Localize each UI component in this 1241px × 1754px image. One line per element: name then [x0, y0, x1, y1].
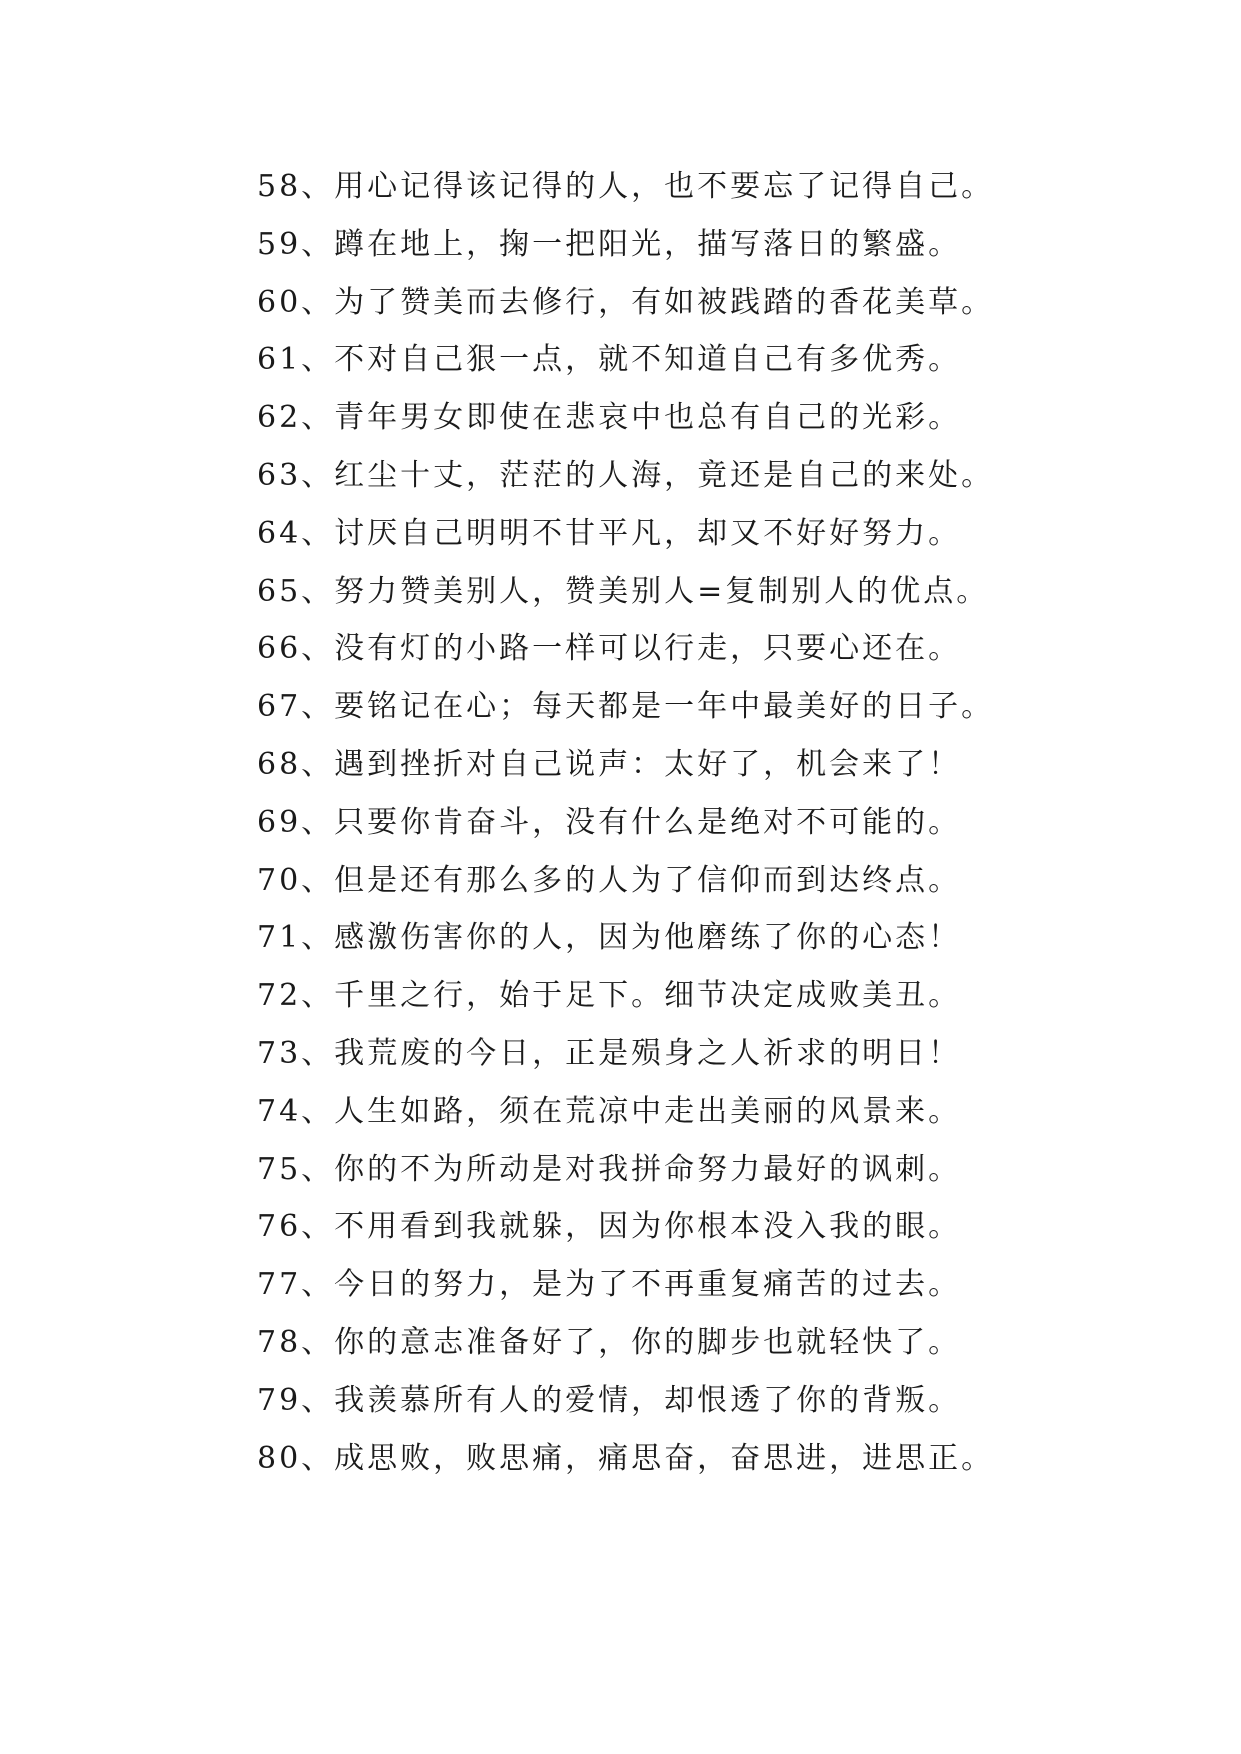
quote-line-79: 79、我羡慕所有人的爱情，却恨透了你的背叛。 [257, 1382, 962, 1418]
quote-list [257, 166, 1017, 1495]
quote-line-72: 72、千里之行，始于足下。细节决定成败美丑。 [257, 978, 962, 1014]
quote-line-70: 70、但是还有那么多的人为了信仰而到达终点。 [257, 862, 962, 898]
quote-line-62: 62、青年男女即使在悲哀中也总有自己的光彩。 [257, 400, 962, 436]
quote-line-66: 66、没有灯的小路一样可以行走，只要心还在。 [257, 631, 962, 667]
quote-line-67: 67、要铭记在心；每天都是一年中最美好的日子。 [257, 689, 995, 725]
quote-line-75: 75、你的不为所动是对我拼命努力最好的讽刺。 [257, 1151, 962, 1187]
quote-line-77: 77、今日的努力，是为了不再重复痛苦的过去。 [257, 1267, 962, 1303]
quote-line-74: 74、人生如路，须在荒凉中走出美丽的风景来。 [257, 1093, 962, 1129]
quote-line-80: 80、成思败，败思痛，痛思奋，奋思进，进思正。 [257, 1440, 995, 1476]
quote-line-76: 76、不用看到我就躲，因为你根本没入我的眼。 [257, 1209, 962, 1245]
quote-line-64: 64、讨厌自己明明不甘平凡，却又不好好努力。 [257, 515, 962, 551]
quote-line-65: 65、努力赞美别人，赞美别人=复制别人的优点。 [257, 573, 990, 609]
quote-line-58: 58、用心记得该记得的人，也不要忘了记得自己。 [257, 169, 995, 204]
quote-line-59: 59、蹲在地上，掬一把阳光，描写落日的繁盛。 [257, 226, 962, 262]
quote-line-78: 78、你的意志准备好了，你的脚步也就轻快了。 [257, 1324, 962, 1360]
quote-line-73: 73、我荒废的今日，正是殒身之人祈求的明日！ [257, 1035, 962, 1071]
quote-line-61: 61、不对自己狠一点，就不知道自己有多优秀。 [257, 342, 962, 378]
quote-line-68: 68、遇到挫折对自己说声：太好了，机会来了！ [257, 746, 962, 782]
quote-line-63: 63、红尘十丈，茫茫的人海，竟还是自己的来处。 [257, 457, 995, 493]
quote-line-69: 69、只要你肯奋斗，没有什么是绝对不可能的。 [257, 804, 962, 840]
quote-line-60: 60、为了赞美而去修行，有如被践踏的香花美草。 [257, 284, 995, 320]
quote-line-71: 71、感激伤害你的人，因为他磨练了你的心态！ [257, 920, 962, 956]
